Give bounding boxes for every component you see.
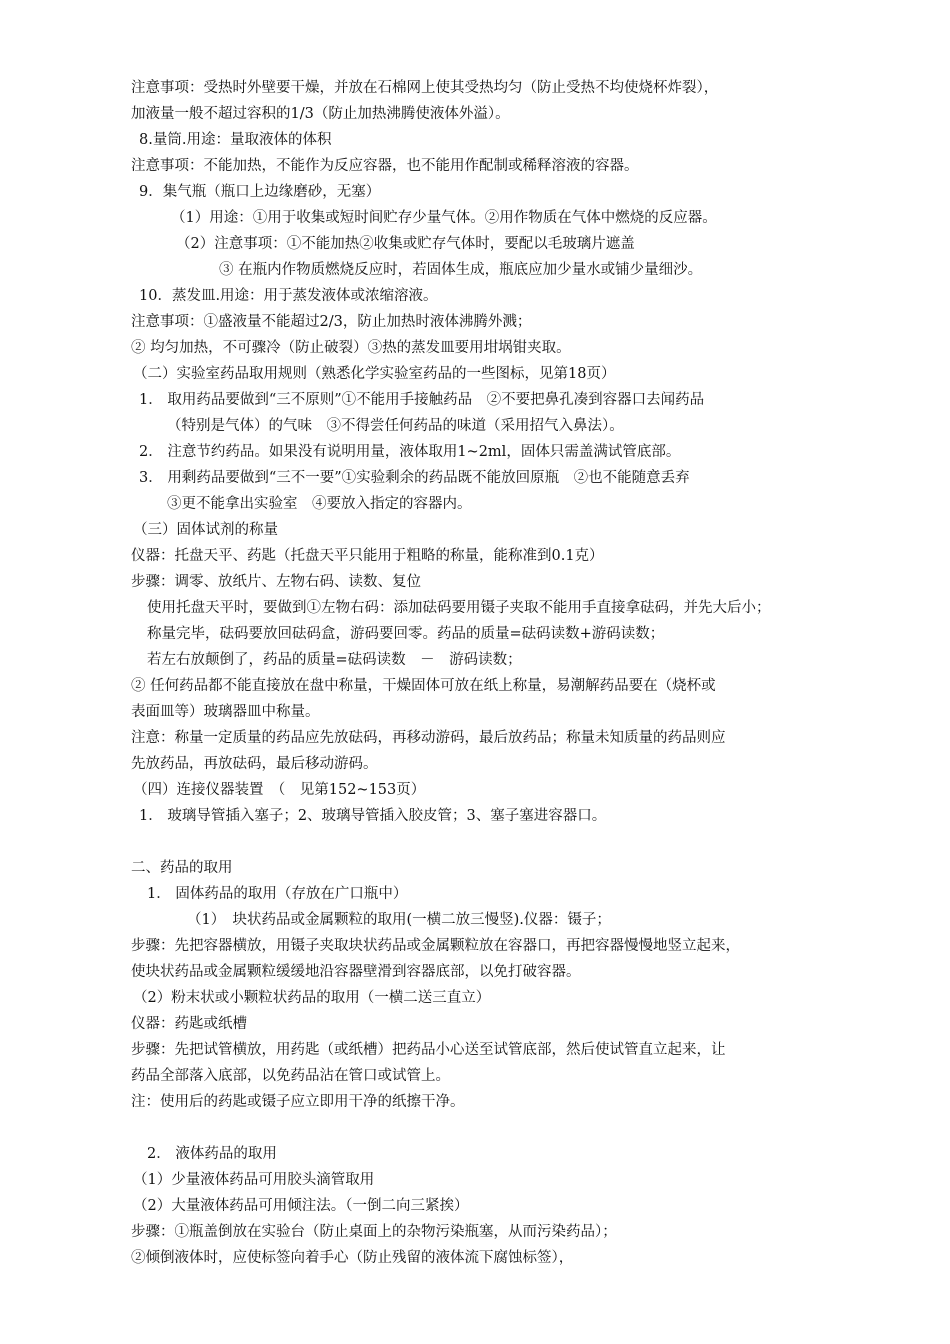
text-line: 加液量一般不超过容积的1/3（防止加热沸腾使液体外溢）。 — [131, 106, 510, 122]
text-line: 使用托盘天平时，要做到①左物右码：添加砝码要用镊子夹取不能用手直接拿砝码，并先大后小； — [147, 600, 771, 616]
text-line: 步骤：①瓶盖倒放在实验台（防止桌面上的杂物污染瓶塞，从而污染药品）； — [131, 1224, 617, 1240]
text-line: 步骤：调零、放纸片、左物右码、读数、复位 — [131, 574, 421, 590]
text-line: 注意：称量一定质量的药品应先放砝码，再移动游码，最后放药品；称量未知质量的药品则应 — [131, 730, 726, 746]
text-line: （1）用途：①用于收集或短时间贮存少量气体。②用作物质在气体中燃烧的反应器。 — [171, 210, 717, 226]
text-line: 药品全部落入底部，以免药品沾在管口或试管上。 — [131, 1068, 450, 1084]
text-line: 10．蒸发皿.用途：用于蒸发液体或浓缩溶液。 — [139, 288, 438, 304]
text-line: 3． 用剩药品要做到“三不一要”①实验剩余的药品既不能放回原瓶 ②也不能随意丢弃 — [139, 470, 690, 486]
text-line: 注意事项：不能加热，不能作为反应容器，也不能用作配制或稀释溶液的容器。 — [131, 158, 639, 174]
text-line: 仪器：托盘天平、药匙（托盘天平只能用于粗略的称量，能称准到0.1克） — [131, 548, 604, 564]
text-line: 注意事项：受热时外壁要干燥，并放在石棉网上使其受热均匀（防止受热不均使烧杯炸裂）， — [131, 80, 719, 96]
text-line: 若左右放颠倒了，药品的质量=砝码读数 － 游码读数； — [147, 652, 522, 668]
text-line: 称量完毕，砝码要放回砝码盒，游码要回零。药品的质量=砝码读数+游码读数； — [147, 626, 665, 642]
text-line: （2）大量液体药品可用倾注法。（一倒二向三紧挨） — [133, 1198, 469, 1214]
text-line: ②倾倒液体时，应使标签向着手心（防止残留的液体流下腐蚀标签）， — [131, 1250, 574, 1266]
text-line: 1． 玻璃导管插入塞子；2、玻璃导管插入胶皮管；3、塞子塞进容器口。 — [139, 808, 607, 824]
text-line: 步骤：先把试管横放，用药匙（或纸槽）把药品小心送至试管底部，然后使试管直立起来，让 — [131, 1042, 726, 1058]
text-line: 9．集气瓶（瓶口上边缘磨砂，无塞） — [139, 184, 381, 200]
text-line: 步骤：先把容器横放，用镊子夹取块状药品或金属颗粒放在容器口，再把容器慢慢地竖立起来， — [131, 938, 740, 954]
text-line: 8.量筒.用途：量取液体的体积 — [139, 132, 332, 148]
text-line: 1． 固体药品的取用（存放在广口瓶中） — [147, 886, 408, 902]
text-line: （2）粉末状或小颗粒状药品的取用（一横二送三直立） — [133, 990, 491, 1006]
text-line: 表面皿等）玻璃器皿中称量。 — [131, 704, 320, 720]
text-line: ③更不能拿出实验室 ④要放入指定的容器内。 — [167, 496, 472, 512]
text-line: 注：使用后的药匙或镊子应立即用干净的纸擦干净。 — [131, 1094, 465, 1110]
text-line: 使块状药品或金属颗粒缓缓地沿容器壁滑到容器底部，以免打破容器。 — [131, 964, 581, 980]
section-heading: （三）固体试剂的称量 — [133, 522, 278, 538]
text-line: （1） 块状药品或金属颗粒的取用(一横二放三慢竖).仪器：镊子； — [187, 912, 611, 928]
text-line: 2． 注意节约药品。如果没有说明用量，液体取用1~2ml，固体只需盖满试管底部。 — [139, 444, 681, 460]
text-line: （特别是气体）的气味 ③不得尝任何药品的味道（采用招气入鼻法）。 — [167, 418, 624, 434]
section-heading: （四）连接仪器装置 （ 见第152~153页） — [133, 782, 426, 798]
text-line: 仪器：药匙或纸槽 — [131, 1016, 247, 1032]
section-heading: （二）实验室药品取用规则（熟悉化学实验室药品的一些图标，见第18页） — [133, 366, 616, 382]
section-heading: 二、药品的取用 — [131, 860, 233, 876]
text-line: ③ 在瓶内作物质燃烧反应时，若固体生成，瓶底应加少量水或铺少量细沙。 — [219, 262, 703, 278]
text-line: 2． 液体药品的取用 — [147, 1146, 277, 1162]
text-line: 1． 取用药品要做到“三不原则”①不能用手接触药品 ②不要把鼻孔凑到容器口去闻药品 — [139, 392, 705, 408]
text-line: （1）少量液体药品可用胶头滴管取用 — [133, 1172, 375, 1188]
text-line: 注意事项：①盛液量不能超过2/3，防止加热时液体沸腾外溅； — [131, 314, 532, 330]
text-line: ② 任何药品都不能直接放在盘中称量，干燥固体可放在纸上称量，易潮解药品要在（烧杯或 — [131, 678, 716, 694]
text-line: ② 均匀加热，不可骤冷（防止破裂）③热的蒸发皿要用坩埚钳夹取。 — [131, 340, 571, 356]
text-line: 先放药品，再放砝码，最后移动游码。 — [131, 756, 378, 772]
text-line: （2）注意事项：①不能加热②收集或贮存气体时，要配以毛玻璃片遮盖 — [176, 236, 635, 252]
